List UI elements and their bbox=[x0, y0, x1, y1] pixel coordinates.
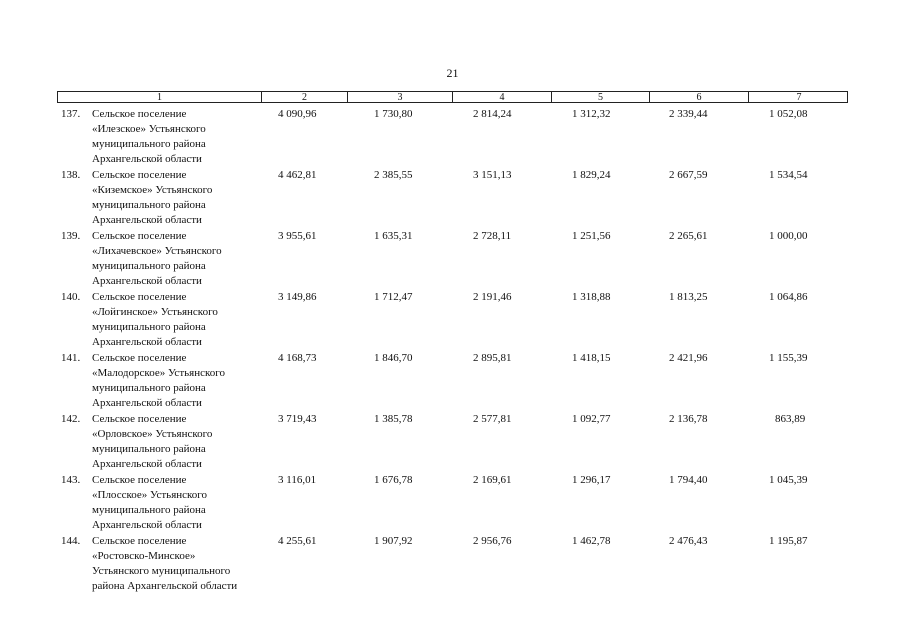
value-col-3: 2 385,55 bbox=[374, 169, 413, 181]
value-col-7: 1 064,86 bbox=[769, 291, 808, 303]
table-row bbox=[57, 290, 848, 351]
value-col-7: 1 155,39 bbox=[769, 352, 808, 364]
value-col-4: 3 151,13 bbox=[473, 169, 512, 181]
settlement-name: Сельское поселение «Лихачевское» Устьянского муниципального района Архангельской области bbox=[92, 230, 222, 287]
settlement-name: Сельское поселение «Киземское» Устьянского муниципального района Архангельской области bbox=[92, 169, 213, 226]
row-number: 142. bbox=[61, 413, 81, 425]
value-col-3: 1 730,80 bbox=[374, 108, 413, 120]
row-number: 141. bbox=[61, 352, 81, 364]
value-col-2: 3 149,86 bbox=[278, 291, 317, 303]
value-col-3: 1 712,47 bbox=[374, 291, 413, 303]
value-col-2: 4 255,61 bbox=[278, 535, 317, 547]
table-row bbox=[57, 473, 848, 534]
settlement-name: Сельское поселение «Ростовско-Минское» Устьянского муниципального района Архангельской области bbox=[92, 535, 238, 592]
value-col-4: 2 169,61 bbox=[473, 474, 512, 486]
row-number: 139. bbox=[61, 230, 81, 242]
settlement-name: Сельское поселение «Илезское» Устьянского муниципального района Архангельской области bbox=[92, 108, 206, 165]
row-number: 138. bbox=[61, 169, 81, 181]
value-col-4: 2 728,11 bbox=[473, 230, 512, 242]
value-col-6: 2 339,44 bbox=[669, 108, 708, 120]
value-col-5: 1 318,88 bbox=[572, 291, 611, 303]
table-row bbox=[57, 168, 848, 229]
table-row bbox=[57, 229, 848, 290]
table-row bbox=[57, 107, 848, 168]
value-col-5: 1 092,77 bbox=[572, 413, 611, 425]
value-col-5: 1 296,17 bbox=[572, 474, 611, 486]
header-cell-2: 2 bbox=[261, 92, 347, 102]
row-number: 143. bbox=[61, 474, 81, 486]
value-col-4: 2 191,46 bbox=[473, 291, 512, 303]
value-col-2: 4 462,81 bbox=[278, 169, 317, 181]
settlement-name: Сельское поселение «Орловское» Устьянского муниципального района Архангельской области bbox=[92, 413, 213, 470]
value-col-6: 2 667,59 bbox=[669, 169, 708, 181]
value-col-2: 4 090,96 bbox=[278, 108, 317, 120]
settlement-name: Сельское поселение «Малодорское» Устьянского муниципального района Архангельской области bbox=[92, 352, 225, 409]
value-col-5: 1 829,24 bbox=[572, 169, 611, 181]
value-col-5: 1 312,32 bbox=[572, 108, 611, 120]
value-col-4: 2 577,81 bbox=[473, 413, 512, 425]
value-col-5: 1 418,15 bbox=[572, 352, 611, 364]
value-col-3: 1 635,31 bbox=[374, 230, 413, 242]
value-col-4: 2 895,81 bbox=[473, 352, 512, 364]
value-col-2: 3 955,61 bbox=[278, 230, 317, 242]
value-col-3: 1 385,78 bbox=[374, 413, 413, 425]
value-col-2: 3 719,43 bbox=[278, 413, 317, 425]
table-row bbox=[57, 534, 848, 595]
value-col-7: 1 000,00 bbox=[769, 230, 808, 242]
value-col-5: 1 462,78 bbox=[572, 535, 611, 547]
table-row bbox=[57, 351, 848, 412]
header-cell-6: 6 bbox=[649, 92, 748, 102]
value-col-6: 2 421,96 bbox=[669, 352, 708, 364]
value-col-2: 3 116,01 bbox=[278, 474, 317, 486]
row-number: 137. bbox=[61, 108, 81, 120]
row-number: 144. bbox=[61, 535, 81, 547]
value-col-6: 2 476,43 bbox=[669, 535, 708, 547]
header-cell-3: 3 bbox=[347, 92, 452, 102]
value-col-7: 863,89 bbox=[775, 413, 806, 425]
value-col-6: 1 794,40 bbox=[669, 474, 708, 486]
value-col-5: 1 251,56 bbox=[572, 230, 611, 242]
page-number: 21 bbox=[446, 66, 459, 80]
value-col-6: 1 813,25 bbox=[669, 291, 708, 303]
value-col-2: 4 168,73 bbox=[278, 352, 317, 364]
value-col-3: 1 676,78 bbox=[374, 474, 413, 486]
header-cell-1: 1 bbox=[157, 92, 162, 103]
value-col-4: 2 956,76 bbox=[473, 535, 512, 547]
table-row bbox=[57, 412, 848, 473]
header-cell-4: 4 bbox=[452, 92, 551, 102]
value-col-7: 1 534,54 bbox=[769, 169, 808, 181]
header-cell-7: 7 bbox=[748, 92, 849, 102]
value-col-7: 1 195,87 bbox=[769, 535, 808, 547]
row-number: 140. bbox=[61, 291, 81, 303]
value-col-3: 1 907,92 bbox=[374, 535, 413, 547]
value-col-3: 1 846,70 bbox=[374, 352, 413, 364]
value-col-7: 1 052,08 bbox=[769, 108, 808, 120]
value-col-6: 2 265,61 bbox=[669, 230, 708, 242]
value-col-7: 1 045,39 bbox=[769, 474, 808, 486]
table-header bbox=[57, 91, 848, 103]
header-cell-5: 5 bbox=[551, 92, 649, 102]
value-col-4: 2 814,24 bbox=[473, 108, 512, 120]
settlement-name: Сельское поселение «Плосское» Устьянского муниципального района Архангельской области bbox=[92, 474, 208, 531]
settlement-name: Сельское поселение «Лойгинское» Устьянского муниципального района Архангельской области bbox=[92, 291, 218, 348]
value-col-6: 2 136,78 bbox=[669, 413, 708, 425]
